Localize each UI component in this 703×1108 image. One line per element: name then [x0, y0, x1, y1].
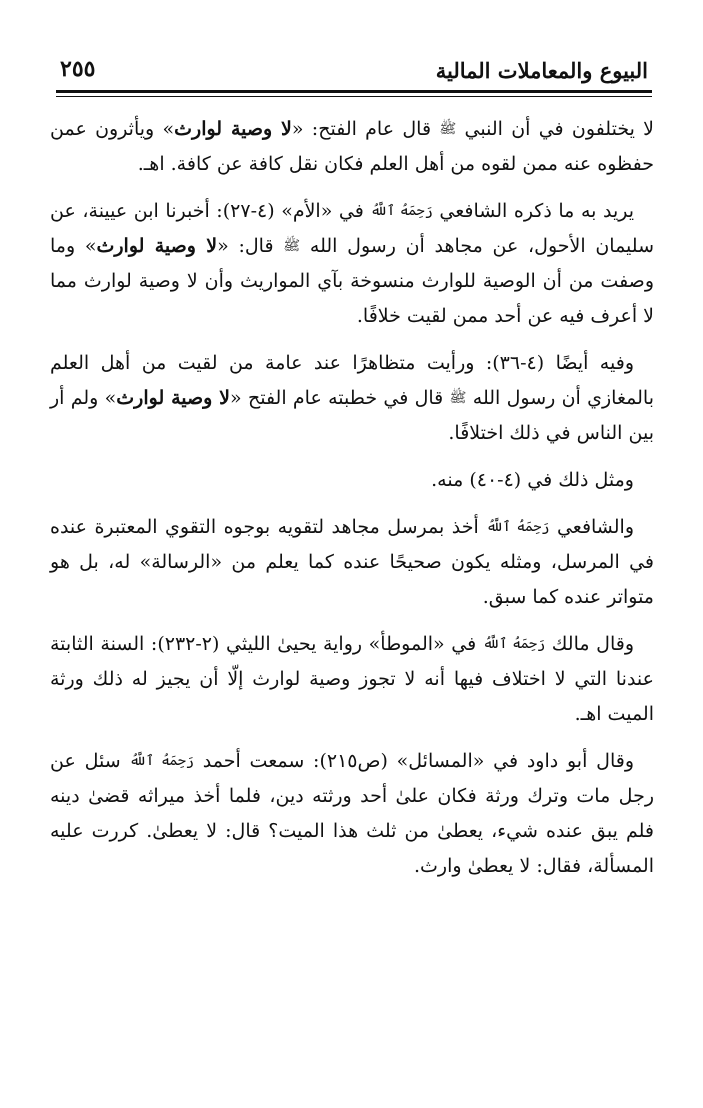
honorific-glyph: ﷺ — [283, 238, 301, 254]
header-rule-thick — [56, 90, 652, 93]
bold-quote: لا وصية لوارث — [96, 235, 218, 257]
honorific-glyph: ﷺ — [439, 121, 457, 137]
page-header — [56, 52, 652, 92]
text-run: » ويأثرون عمن حفظوه عنه ممن لقوه من أهل العلم فكان نقل كافة عن كافة. اهـ. — [50, 118, 654, 175]
text-run: يريد به ما ذكره الشافعي — [432, 200, 635, 222]
paragraph-3 — [50, 346, 654, 451]
honorific-glyph: رَحِمَهُ ٱللَّهُ — [482, 636, 546, 652]
honorific-glyph: رَحِمَهُ ٱللَّهُ — [486, 519, 550, 535]
text-run: أخذ بمرسل مجاهد لتقويه بوجوه التقوي المعتبرة عنده في المرسل، ومثله يكون صحيحًا عنده كما يعلم من «الرسالة» له، بل هو متواتر عنده كما سبق. — [50, 516, 654, 608]
text-run: وقال أبو داود في «المسائل» (ص٢١٥): سمعت أحمد — [194, 750, 635, 772]
honorific-glyph: رَحِمَهُ ٱللَّهُ — [129, 753, 195, 769]
running-title: البيوع والمعاملات المالية — [435, 58, 648, 83]
paragraph-6 — [50, 627, 654, 732]
text-run: قال عام الفتح: « — [291, 118, 440, 140]
text-run: » وما وصفت من أن الوصية للوارث منسوخة بآي المواريث وأن لا وصية لوارث مما لا أعرف فيه عن أحد ممن لقيت خلافًا. — [50, 235, 654, 327]
paragraph-2 — [50, 194, 654, 334]
honorific-glyph: رَحِمَهُ ٱللَّهُ — [370, 203, 433, 219]
paragraph-1 — [50, 112, 654, 182]
text-run: في «الموطأ» رواية يحيىٰ الليثي (٢-٢٣٢): السنة الثابتة عندنا التي لا اختلاف فيها أنه لا تجوز وصية لوارث إلّا أن يجيز له ذلك ورثة الميت اهـ. — [50, 633, 654, 725]
header-rule-thin — [56, 96, 652, 97]
text-run: والشافعي — [549, 516, 635, 538]
paragraph-7 — [50, 744, 654, 884]
text-run: في «الأم» (٤-٢٧): أخبرنا ابن عيينة، عن سليمان الأحول، عن مجاهد أن رسول الله — [50, 200, 655, 257]
bold-quote: لا وصية لوارث — [174, 118, 292, 140]
text-run: قال في خطبته عام الفتح « — [230, 387, 450, 409]
text-run: وقال مالك — [545, 633, 634, 655]
text-run: لا يختلفون في أن النبي — [456, 118, 655, 140]
text-run: قال: « — [217, 235, 284, 257]
honorific-glyph: ﷺ — [449, 390, 467, 406]
text-run: سئل عن رجل مات وترك ورثة فكان علىٰ أحد ورثته دين، فلما أخذ ميراثه قضىٰ دينه فلم يبق عنده شيء، يعطىٰ من ثلث هذا الميت؟ قال: لا يعطىٰ. كررت عليه المسألة، فقال: لا يعطىٰ وارث. — [50, 750, 654, 877]
bold-quote: لا وصية لوارث — [116, 387, 231, 409]
paragraph-5 — [50, 510, 654, 615]
text-run: » ولم أر بين الناس في ذلك اختلافًا. — [50, 387, 654, 444]
text-run: ومثل ذلك في (٤-٤٠) منه. — [431, 469, 634, 491]
body-text — [50, 112, 654, 896]
paragraph-4 — [50, 463, 654, 498]
page-number: ٢٥٥ — [60, 56, 96, 82]
text-run: وفيه أيضًا (٤-٣٦): ورأيت متظاهرًا عند عامة من لقيت من أهل العلم بالمغازي أن رسول الله — [50, 352, 654, 409]
